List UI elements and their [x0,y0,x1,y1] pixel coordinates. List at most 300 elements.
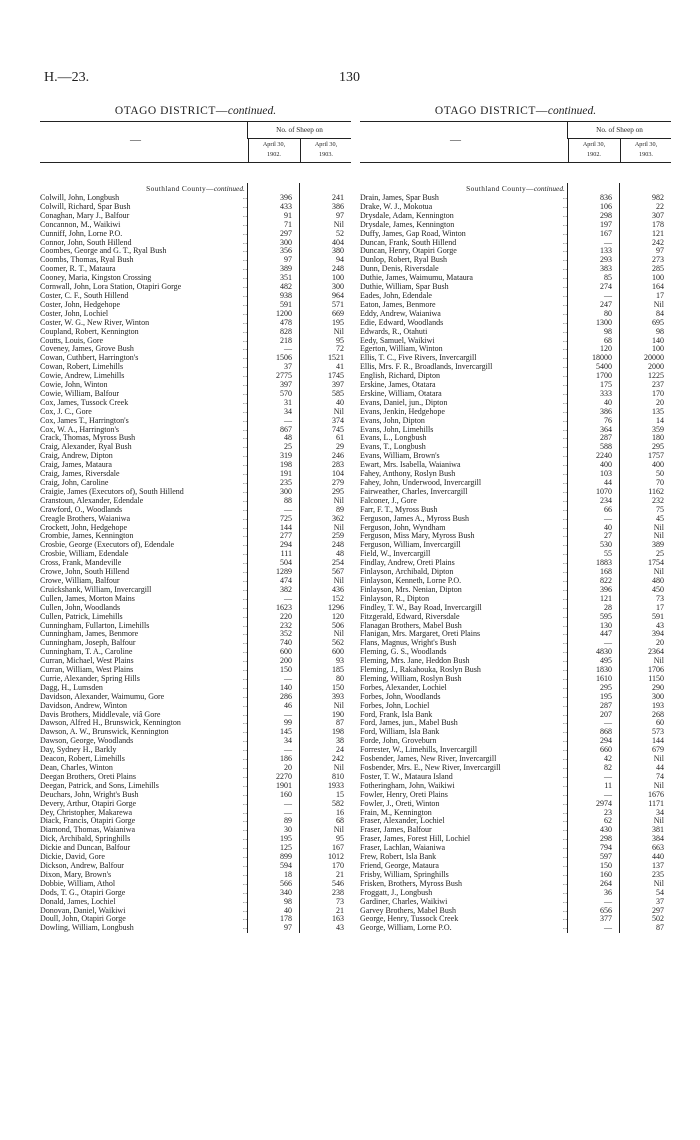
owner-name: Froggatt, J., Longbush [360,888,433,897]
sheep-1902: 88 [284,495,292,505]
owner-name: Fraser, James, Balfour [360,826,432,835]
owner-name: Dickie and Duncan, Balfour [40,844,131,853]
table-row [360,595,671,604]
leader-dots: ... [242,497,248,504]
sheep-1902: 2270 [276,771,292,781]
table-row [360,541,671,550]
owner-name: Fitzgerald, Edward, Riversdale [360,612,460,621]
leader-dots: ... [562,675,568,682]
leader-dots: ... [242,328,248,335]
owner-name: Flanigan, Mrs. Margaret, Oreti Plains [360,630,481,639]
table-row [40,247,351,256]
leader-dots: ... [562,854,568,861]
sheep-1902: 660 [600,745,612,755]
sheep-1902: 286 [280,691,292,701]
owner-name: Deegan Brothers, Oreti Plains [40,772,136,781]
owner-name: Edwards, R., Otahuti [360,327,428,336]
table-row [360,702,671,711]
sheep-1902: 1700 [596,371,612,381]
owner-name: Finlayson, R., Dipton [360,594,430,603]
sheep-1902: 40 [284,905,292,915]
table-row [360,203,671,212]
table-row [360,417,671,426]
leader-dots: ... [562,684,568,691]
sheep-1902: — [604,290,612,300]
owner-name: Fahey, John, Underwood, Invercargill [360,479,482,487]
leader-dots: ... [242,212,248,219]
sheep-1903: 585 [332,388,344,398]
sheep-1903: 440 [652,852,664,862]
owner-name: Colwill, Richard, Spar Bush [40,202,131,211]
sheep-1903: 144 [652,736,664,746]
owner-name: Connor, John, South Hillend [40,238,132,247]
owner-name: Cowie, John, Winton [40,381,108,390]
table-row [360,247,671,256]
sheep-1902: 55 [604,549,612,559]
table-row [360,791,671,800]
leader-dots: ... [562,925,568,932]
leader-dots: ... [242,426,248,433]
owner-name: Dawson, George, Woodlands [40,737,134,746]
sheep-1903: 94 [336,255,344,265]
leader-dots: ... [562,702,568,709]
leader-dots: ... [242,471,248,478]
leader-dots: ... [242,275,248,282]
table-row [40,746,351,755]
sheep-1902: 570 [280,388,292,398]
table-row [360,853,671,862]
sheep-1902: 383 [600,264,612,274]
leader-dots: ... [562,845,568,852]
table-row [360,657,671,666]
sheep-1902: 4830 [596,647,612,657]
sheep-1902: — [604,718,612,728]
leader-dots: ... [242,693,248,700]
sheep-1902: 98 [284,896,292,906]
leader-dots: ... [242,907,248,914]
table-row [40,559,351,568]
leader-dots: ... [562,488,568,495]
sheep-1903: 21 [336,869,344,879]
sheep-1902: 133 [600,246,612,256]
sheep-1903: 87 [336,718,344,728]
leader-dots: ... [242,230,248,237]
sheep-1902: 191 [280,469,292,479]
owner-name: Fraser, Lachlan, Waianiwa [360,844,446,853]
sheep-1903: 273 [652,255,664,265]
sheep-1902: 247 [600,299,612,309]
sheep-1902: 11 [604,780,612,790]
table-body [40,183,351,933]
table-row [40,256,351,265]
table-row [360,889,671,898]
table-row [40,221,351,230]
table-row [40,408,351,417]
sheep-1903: 72 [336,344,344,354]
owner-name: Cooney, Maria, Kingston Crossing [40,274,152,283]
owner-name: Fleming, Mrs. Jane, Heddon Bush [360,657,470,666]
sheep-1903: Nil [653,878,664,888]
sheep-1902: 195 [600,691,612,701]
leader-dots: ... [562,818,568,825]
sheep-1902: 566 [280,878,292,888]
sheep-1903: 45 [656,513,664,523]
owner-name: Diack, Francis, Otapiri Gorge [40,817,136,826]
leader-dots: ... [562,898,568,905]
table-row [40,532,351,541]
sheep-1902: 740 [280,638,292,648]
owner-name: Drysdale, James, Kennington [360,220,455,229]
sheep-1902: 82 [604,763,612,772]
leader-dots: ... [562,729,568,736]
sheep-1902: 287 [600,700,612,710]
sheep-1902: 220 [280,611,292,621]
sheep-1902: 294 [280,540,292,550]
sheep-1902: — [284,709,292,719]
table-row [360,470,671,479]
sheep-1902: 447 [600,629,612,639]
table-row [360,301,671,310]
column-title [40,103,351,119]
sheep-1902: 97 [284,923,292,933]
owner-name: Fowler, J., Oreti, Winton [360,799,440,808]
sheep-1903: 170 [332,860,344,870]
county-name: Southland County— [466,184,534,193]
sheep-1902: 396 [600,584,612,594]
table-row [40,274,351,283]
sheep-1903: 180 [652,433,664,443]
sheep-1903: 285 [652,264,664,274]
owner-name: Ewart, Mrs. Isabella, Waianiwa [360,461,461,470]
leader-dots: ... [562,907,568,914]
sheep-1902: — [604,513,612,523]
sheep-1902: 91 [284,210,292,220]
owner-name: Cowan, Cuthbert, Harrington's [40,354,139,363]
sheep-1902: 530 [600,540,612,550]
sheep-1902: 274 [600,282,612,292]
page-code: H.—23. [44,70,90,85]
sheep-1903: Nil [653,567,664,577]
sheep-1902: — [284,798,292,808]
column-title [360,103,671,119]
sheep-1903: 241 [332,193,344,202]
owner-name: Forrester, W., Limehills, Invercargill [360,746,478,755]
leader-dots: ... [562,773,568,780]
sheep-1903: Nil [333,219,344,229]
sheep-1903: 679 [652,745,664,755]
table-row [360,924,671,933]
owner-name: Coster, John, Lochiel [40,309,109,318]
sheep-1903: Nil [653,754,664,764]
sheep-1903: 135 [652,406,664,416]
table-row [40,711,351,720]
table-row [40,702,351,711]
owner-name: Duffy, James, Gap Road, Winton [360,229,466,238]
table-row [40,194,351,203]
owner-name: Finlayson, Mrs. Nenian, Dipton [360,585,462,594]
sheep-1902: 899 [280,852,292,862]
sheep-1903: 1225 [648,371,664,381]
sheep-1902: 482 [280,282,292,292]
leader-dots: ... [242,586,248,593]
table-row [360,675,671,684]
leader-dots: ... [242,925,248,932]
owner-name: Curran, William, West Plains [40,666,134,675]
owner-name: Friend, George, Mataura [360,861,439,870]
sheep-1903: 50 [656,469,664,479]
owner-name: Coveney, James, Grove Bush [40,345,134,354]
leader-dots: ... [242,649,248,656]
table-row [40,782,351,791]
table-row [360,648,671,657]
leader-dots: ... [242,658,248,665]
table-header [360,121,671,163]
county-continued: continued. [213,184,245,193]
leader-dots: ... [242,747,248,754]
leader-dots: ... [562,248,568,255]
table-row [40,479,351,488]
sheep-1902: 277 [280,531,292,541]
sheep-1903: 137 [652,860,664,870]
sheep-1903: 73 [656,593,664,603]
leader-dots: ... [242,862,248,869]
owner-name: Coutts, Louis, Gore [40,336,104,345]
sheep-1903: 259 [332,531,344,541]
sheep-1902: 42 [604,754,612,764]
owner-name: Donald, James, Lochiel [40,897,116,906]
table-row [40,622,351,631]
table-row [40,595,351,604]
table-row [360,256,671,265]
owner-name: Dey, Christopher, Makarewa [40,808,133,817]
owner-name: George, Henry, Tussock Creek [360,915,459,924]
sheep-1902: 591 [280,299,292,309]
owner-name: Deuchars, John, Wright's Bush [40,790,139,799]
sheep-1902: 28 [604,602,612,612]
leader-dots: ... [242,577,248,584]
table-header [40,121,351,163]
sheep-1903: 1171 [648,798,664,808]
owner-name: Crockett, John, Hedgehope [40,523,128,532]
owner-name: Cox, James, Tussock Creek [40,398,129,407]
leader-dots: ... [242,542,248,549]
sheep-1902: 1289 [276,567,292,577]
leader-dots: ... [562,364,568,371]
leader-dots: ... [562,756,568,763]
owner-name: Ferguson, William, Invercargill [360,541,461,550]
sheep-1902: — [604,638,612,648]
sheep-1902: — [284,807,292,817]
owner-name: Evans, Daniel, jun., Dipton [360,398,448,407]
table-row [40,764,351,773]
sheep-1902: 836 [600,193,612,202]
table-row [40,630,351,639]
sheep-1902: 868 [600,727,612,737]
owner-name: Cross, Frank, Mandeville [40,559,122,568]
district-name: OTAGO DISTRICT— [434,105,548,117]
owner-name: Foster, T. W., Mataura Island [360,772,453,781]
sheep-1903: 87 [656,923,664,933]
leader-dots: ... [242,827,248,834]
owner-name: Dickie, David, Gore [40,853,105,862]
county-name: Southland County— [146,184,214,193]
table-row [40,719,351,728]
table-row [360,746,671,755]
leader-dots: ... [562,880,568,887]
sheep-1903: 100 [652,344,664,354]
table-row [360,639,671,648]
sheep-1902: 144 [280,522,292,532]
owner-name: Evans, L., Longbush [360,434,427,443]
sheep-1903: 562 [332,638,344,648]
county-continued: continued. [533,184,565,193]
owner-name: Craig, James, Mataura [40,461,112,470]
leader-dots: ... [242,711,248,718]
sheep-1903: 400 [652,460,664,470]
table-row [360,274,671,283]
table-row [360,826,671,835]
header-1903-line2: 1903. [639,151,653,158]
table-row [40,666,351,675]
leader-dots: ... [562,284,568,291]
sheep-1903: 982 [652,193,664,202]
sheep-1902: 725 [280,513,292,523]
owner-name: Currie, Alexander, Spring Hills [40,674,140,683]
sheep-1902: 40 [604,522,612,532]
sheep-1902: — [604,923,612,933]
sheep-1903: 167 [332,843,344,853]
table-row [40,800,351,809]
sheep-1903: 97 [336,210,344,220]
owner-name: Doull, John, Otapiri Gorge [40,915,126,924]
owner-name: Finlayson, Archibald, Dipton [360,568,454,577]
leader-dots: ... [562,346,568,353]
table-row [360,693,671,702]
sheep-1903: 1745 [328,371,344,381]
sheep-1903: 232 [652,495,664,505]
leader-dots: ... [562,310,568,317]
table-row [40,853,351,862]
table-row [40,684,351,693]
owner-name: Fotheringham, John, Waikiwi [360,781,455,790]
sheep-1902: 2240 [596,451,612,461]
header-1903 [620,139,671,162]
sheep-1903: 384 [652,834,664,844]
sheep-1902: 828 [280,326,292,336]
table-row [360,310,671,319]
sheep-1903: 279 [332,478,344,487]
table-row [40,426,351,435]
sheep-1902: 198 [280,460,292,470]
leader-dots: ... [562,631,568,638]
leader-dots: ... [242,382,248,389]
table-row [40,604,351,613]
sheep-1903: 1521 [328,353,344,363]
table-row [40,345,351,354]
owner-name: Cox, J. C., Gore [40,407,92,416]
sheep-1902: 150 [600,860,612,870]
table-row [360,711,671,720]
owner-name: Dods, T. G., Otapiri Gorge [40,888,126,897]
leader-dots: ... [562,586,568,593]
owner-name: Drain, James, Spar Bush [360,194,439,202]
owner-name: Cullen, James, Morton Mains [40,594,135,603]
sheep-1903: 393 [332,691,344,701]
sheep-1903: 95 [336,834,344,844]
owner-name: Ellis, T. C., Five Rivers, Invercargill [360,354,477,363]
sheep-1903: 546 [332,878,344,888]
owner-name: Deacon, Robert, Limehills [40,755,125,764]
leader-dots: ... [562,221,568,228]
leader-dots: ... [242,444,248,451]
owner-name: Farr, F. T., Myross Bush [360,505,438,514]
header-1902-line1: April 30, [582,141,606,148]
leader-dots: ... [562,836,568,843]
sheep-1902: 150 [280,665,292,675]
leader-dots: ... [242,355,248,362]
table-row [40,328,351,337]
owner-name: Drake, W. J., Mokotua [360,202,433,211]
leader-dots: ... [562,382,568,389]
table-row [40,826,351,835]
sheep-1903: 41 [336,362,344,372]
sheep-1903: 591 [652,611,664,621]
leader-dots: ... [242,390,248,397]
sheep-1902: 80 [604,308,612,318]
sheep-1903: 195 [332,317,344,327]
table-row [360,568,671,577]
leader-dots: ... [242,399,248,406]
table-row [40,809,351,818]
sheep-1902: 478 [280,317,292,327]
owner-name: Craig, James, Riversdale [40,470,120,479]
leader-dots: ... [242,284,248,291]
table-row [360,577,671,586]
owner-name: Evans, John, Dipton [360,416,425,425]
sheep-1902: 62 [604,816,612,826]
sheep-1902: 27 [604,531,612,541]
sheep-1903: 20 [656,397,664,407]
table-row [40,461,351,470]
sheep-1903: 100 [332,273,344,283]
sheep-1902: 66 [604,504,612,514]
sheep-1902: 389 [280,264,292,274]
sheep-1903: 290 [652,682,664,692]
leader-dots: ... [242,301,248,308]
table-row [40,488,351,497]
sheep-1903: 25 [656,549,664,559]
sheep-1902: — [604,896,612,906]
table-row [360,426,671,435]
leader-dots: ... [562,827,568,834]
leader-dots: ... [242,346,248,353]
owner-name: Coster, John, Hedgehope [40,300,121,309]
sheep-1903: 300 [332,282,344,292]
table-row [360,354,671,363]
leader-dots: ... [562,195,568,201]
owner-name: Finlayson, Kenneth, Lorne P.O. [360,576,462,585]
table-row [40,728,351,737]
sheep-1903: 1676 [648,789,664,799]
table-row [360,452,671,461]
sheep-1902: 397 [280,380,292,390]
header-1902 [248,139,299,162]
leader-dots: ... [562,408,568,415]
sheep-1903: 104 [332,469,344,479]
sheep-1902: 794 [600,843,612,853]
sheep-1903: 600 [332,647,344,657]
left-column [40,103,351,933]
